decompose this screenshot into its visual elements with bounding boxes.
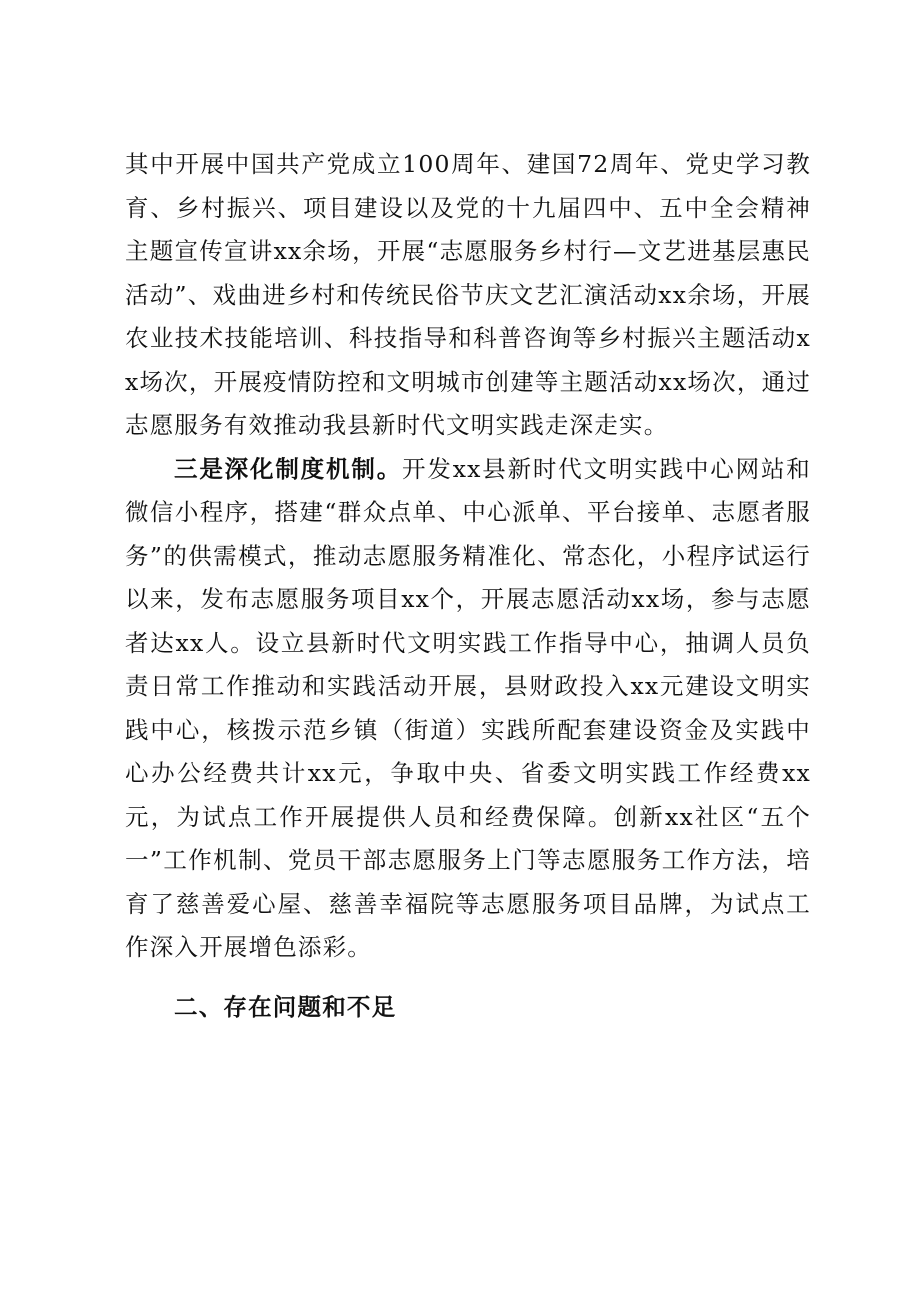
paragraph-activities: 其中开展中国共产党成立100周年、建国72周年、党史学习教育、乡村振兴、项目建设以及党的十九届四中、五中全会精神主题宣传宣讲xx余场，开展“志愿服务乡村行—文艺进基层惠民活动”、戏曲进乡村和传统民俗节庆文艺汇演活动xx余场，开展农业技术技能培训、科技指导和科普咨询等乡村振兴主题活动xx场次，开展疫情防控和文明城市创建等主题活动xx场次，通过志愿服务有效推动我县新时代文明实践走深走实。 <box>125 150 811 439</box>
section-heading: 二、存在问题和不足 <box>174 992 397 1021</box>
document-body <box>125 143 811 1029</box>
paragraph-body-text: 开发xx县新时代文明实践中心网站和微信小程序，搭建“群众点单、中心派单、平台接单、志愿者服务”的供需模式，推动志愿服务精准化、常态化，小程序试运行以来，发布志愿服务项目xx个，开展志愿活动xx场，参与志愿者达xx人。设立县新时代文明实践工作指导中心，抽调人员负责日常工作推动和实践活动开展，县财政投入xx元建设文明实践中心，核拨示范乡镇（街道）实践所配套建设资金及实践中心办公经费共计xx元，争取中央、省委文明实践工作经费xx元，为试点工作开展提供人员和经费保障。创新xx社区“五个一”工作机制、党员干部志愿服务上门等志愿服务工作方法，培育了慈善爱心屋、慈善幸福院等志愿服务项目品牌，为试点工作深入开展增色添彩。 <box>125 454 811 961</box>
paragraph-lead-heading: 三是深化制度机制。 <box>174 454 403 483</box>
paragraph-institutional-mechanism <box>125 448 811 970</box>
